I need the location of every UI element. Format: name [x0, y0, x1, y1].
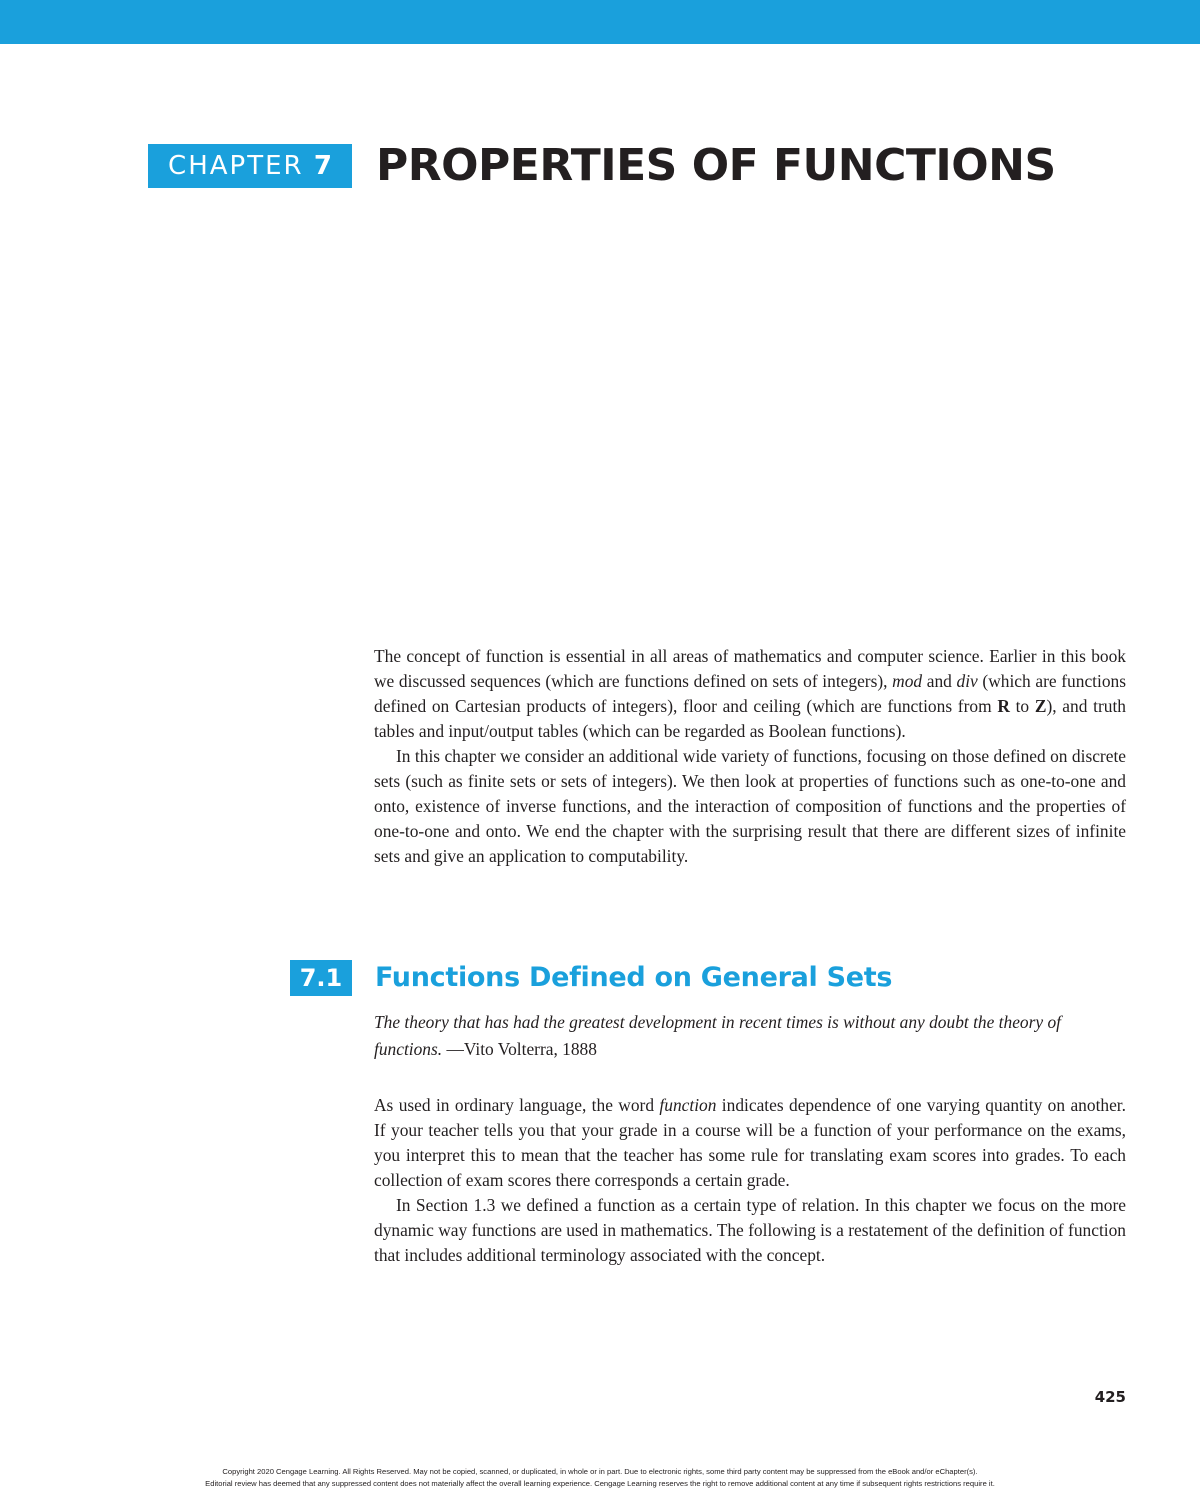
intro-p1-text-b: and — [922, 671, 957, 691]
section-p1-text-b: indicates dependence of one varying quantity on another. If your teacher tells you that your grade in a course will be a function of your performance on the exams, you interpret this to mean that the teacher has some rule for translating exam scores into grades. To each collection of exam scores there corresponds a certain grade. — [374, 1095, 1126, 1190]
intro-p1-text-a: The concept of function is essential in all areas of mathematics and computer science. Earlier in this book we discussed sequences (which are functions defined on sets of integers), — [374, 646, 1126, 691]
intro-paragraph-2: In this chapter we consider an additional wide variety of functions, focusing on those defined on discrete sets (such as finite sets or sets of integers). We then look at properties of functions such as one-to-one and onto, existence of inverse functions, and the interaction of composition of functions and the properties of one-to-one and onto. We end the chapter with the surprising result that there are different sizes of infinite sets and give an application to computability. — [374, 746, 1126, 866]
intro-paragraph-1 — [374, 644, 1126, 744]
intro-text — [374, 644, 1126, 869]
intro-p1-text-d: to — [1009, 696, 1035, 716]
chapter-title: PROPERTIES OF FUNCTIONS — [376, 140, 1056, 191]
section-title: Functions Defined on General Sets — [375, 962, 893, 993]
section-p1-text-a: As used in ordinary language, the word — [374, 1095, 660, 1115]
function-term: function — [659, 1095, 717, 1115]
chapter-number: 7 — [313, 151, 332, 181]
reals-symbol: R — [997, 696, 1010, 716]
chapter-label: CHAPTER — [168, 151, 304, 181]
copyright-line-1: Copyright 2020 Cengage Learning. All Rights Reserved. May not be copied, scanned, or duplicated, in whole or in part. Due to electronic rights, some third party content may be suppressed from the eBook and/or eChapter(s). — [222, 1467, 978, 1476]
section-paragraph-2: In Section 1.3 we defined a function as a certain type of relation. In this chapter we focus on the more dynamic way functions are used in mathematics. The following is a restatement of the definition of function that includes additional terminology associated with the concept. — [374, 1195, 1126, 1265]
top-color-bar — [0, 0, 1200, 44]
section-paragraph-1 — [374, 1093, 1126, 1193]
mod-term: mod — [892, 671, 923, 691]
copyright-footer — [0, 1466, 1200, 1490]
div-term: div — [956, 671, 978, 691]
section-text — [374, 1093, 1126, 1268]
integers-symbol: Z — [1034, 696, 1047, 716]
intro-p1-text-e: ), and truth tables and input/output tables (which can be regarded as Boolean functions). — [374, 696, 1126, 741]
copyright-line-2: Editorial review has deemed that any suppressed content does not materially affect the overall learning experience. Cengage Learning reserves the right to remove additional content at any time if subsequent rights restrictions require it. — [205, 1479, 995, 1488]
epigraph — [374, 1009, 1126, 1063]
epigraph-quote: The theory that has had the greatest development in recent times is without any doubt the theory of functions. — [374, 1012, 1061, 1059]
page-number: 425 — [1094, 1388, 1126, 1406]
chapter-label-box — [148, 144, 352, 188]
epigraph-attribution: —Vito Volterra, 1888 — [442, 1039, 597, 1059]
intro-p1-text-c: (which are functions defined on Cartesian products of integers), floor and ceiling (which are functions from — [374, 671, 1126, 716]
section-number-box: 7.1 — [290, 960, 352, 996]
